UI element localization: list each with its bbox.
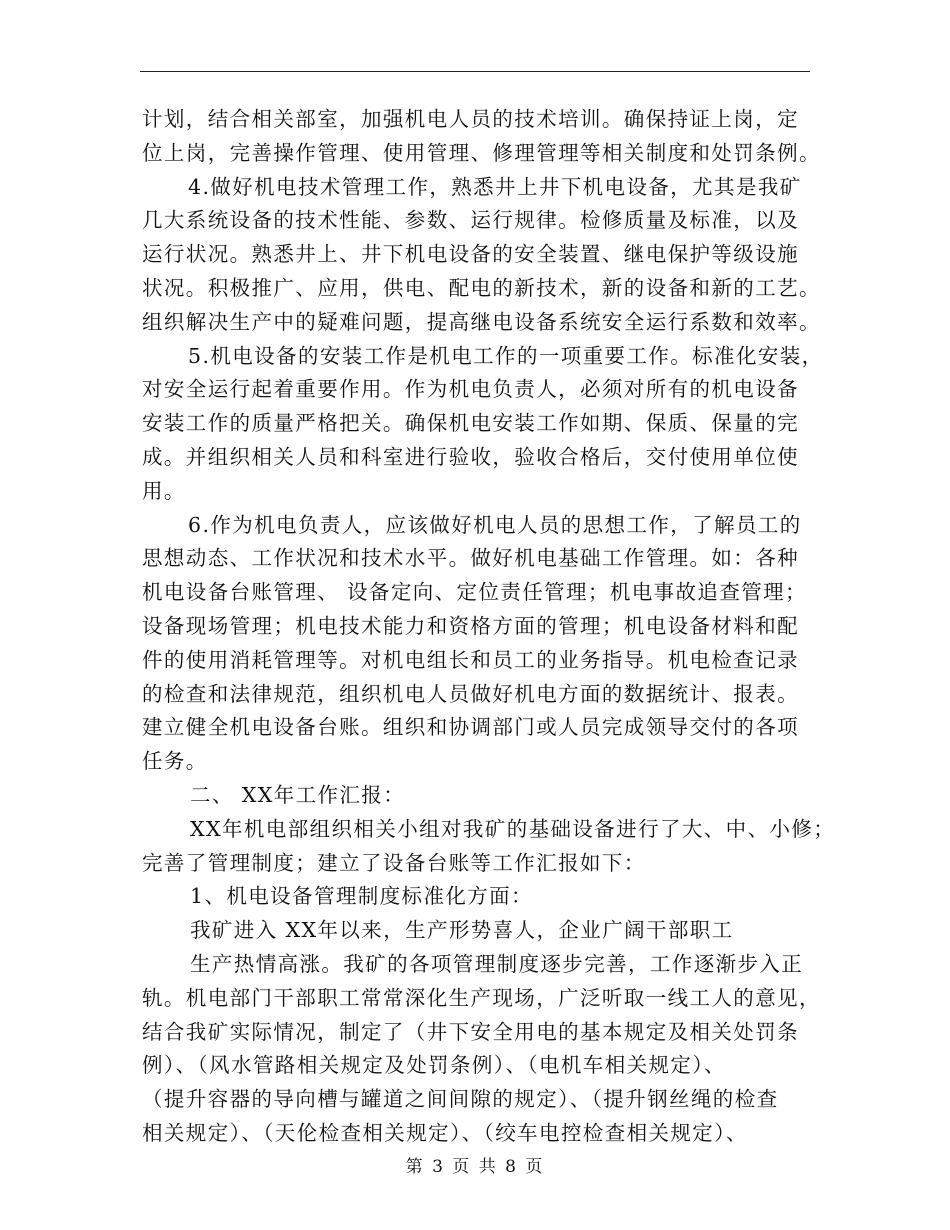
text-line: （提升容器的导向槽与罐道之间间隙的规定）、（提升钢丝绳的检查 bbox=[142, 1087, 779, 1112]
text-line: 6.作为机电负责人，应该做好机电人员的思想工作，了解员工的 bbox=[188, 512, 802, 537]
page-footer: 第 3 页 共 8 页 bbox=[405, 1157, 545, 1177]
text-line: 用。 bbox=[142, 478, 186, 503]
text-line: 思想动态、工作状况和技术水平。做好机电基础工作管理。如：各种 bbox=[142, 546, 799, 571]
text-line: 5.机电设备的安装工作是机电工作的一项重要工作。标准化安装， bbox=[188, 343, 824, 368]
text-line: 安装工作的质量严格把关。确保机电安装工作如期、保质、保量的完 bbox=[142, 411, 799, 436]
text-line: 位上岗，完善操作管理、使用管理、修理管理等相关制度和处罚条例。 bbox=[142, 140, 821, 165]
text-line: 机电设备台账管理、 设备定向、定位责任管理；机电事故追查管理； bbox=[142, 580, 807, 605]
text-line: 运行状况。熟悉井上、井下机电设备的安全装置、继电保护等级设施 bbox=[142, 242, 799, 267]
text-line: 4.做好机电技术管理工作，熟悉井上井下机电设备，尤其是我矿 bbox=[188, 174, 802, 199]
text-line: 的检查和法律规范，组织机电人员做好机电方面的数据统计、报表。 bbox=[142, 681, 799, 706]
text-line: 几大系统设备的技术性能、参数、运行规律。检修质量及标准，以及 bbox=[142, 208, 799, 233]
text-line: 状况。积极推广、应用，供电、配电的新技术，新的设备和新的工艺。 bbox=[142, 275, 821, 300]
text-line: 例）、（风水管路相关规定及处罚条例）、（电机车相关规定）、 bbox=[142, 1053, 726, 1078]
text-line: 生产热情高涨。我矿的各项管理制度逐步完善，工作逐渐步入正 bbox=[190, 951, 804, 976]
document-body bbox=[142, 103, 836, 1151]
text-line: 成。并组织相关人员和科室进行验收，验收合格后，交付使用单位使 bbox=[142, 444, 799, 469]
text-line: 件的使用消耗管理等。对机电组长和员工的业务指导。机电检查记录 bbox=[142, 647, 799, 672]
text-line: 计划，结合相关部室，加强机电人员的技术培训。确保持证上岗，定 bbox=[142, 107, 799, 131]
subsection-heading: 1、机电设备管理制度标准化方面： bbox=[190, 884, 533, 909]
text-line: XX年机电部组织相关小组对我矿的基础设备进行了大、中、小修； bbox=[190, 816, 836, 841]
text-line: 设备现场管理；机电技术能力和资格方面的管理；机电设备材料和配 bbox=[142, 613, 799, 638]
text-line: 组织解决生产中的疑难问题，提高继电设备系统安全运行系数和效率。 bbox=[142, 309, 821, 334]
section-heading: 二、 XX年工作汇报： bbox=[190, 782, 406, 807]
text-line: 对安全运行起着重要作用。作为机电负责人，必须对所有的机电设备 bbox=[142, 377, 799, 402]
text-line: 结合我矿实际情况，制定了（井下安全用电的基本规定及相关处罚条 bbox=[142, 1019, 799, 1044]
text-line: 轨。机电部门干部职工常常深化生产现场，广泛听取一线工人的意见， bbox=[142, 985, 821, 1010]
text-line: 相关规定）、（天伦检查相关规定）、（绞车电控检查相关规定）、 bbox=[142, 1120, 748, 1145]
text-line: 完善了管理制度；建立了设备台账等工作汇报如下： bbox=[142, 850, 646, 875]
header-rule bbox=[140, 71, 810, 72]
text-line: 任务。 bbox=[142, 749, 208, 774]
text-line: 建立健全机电设备台账。组织和协调部门或人员完成领导交付的各项 bbox=[142, 715, 799, 740]
text-line: 我矿进入 XX年以来，生产形势喜人，企业广阔干部职工 bbox=[190, 918, 734, 943]
